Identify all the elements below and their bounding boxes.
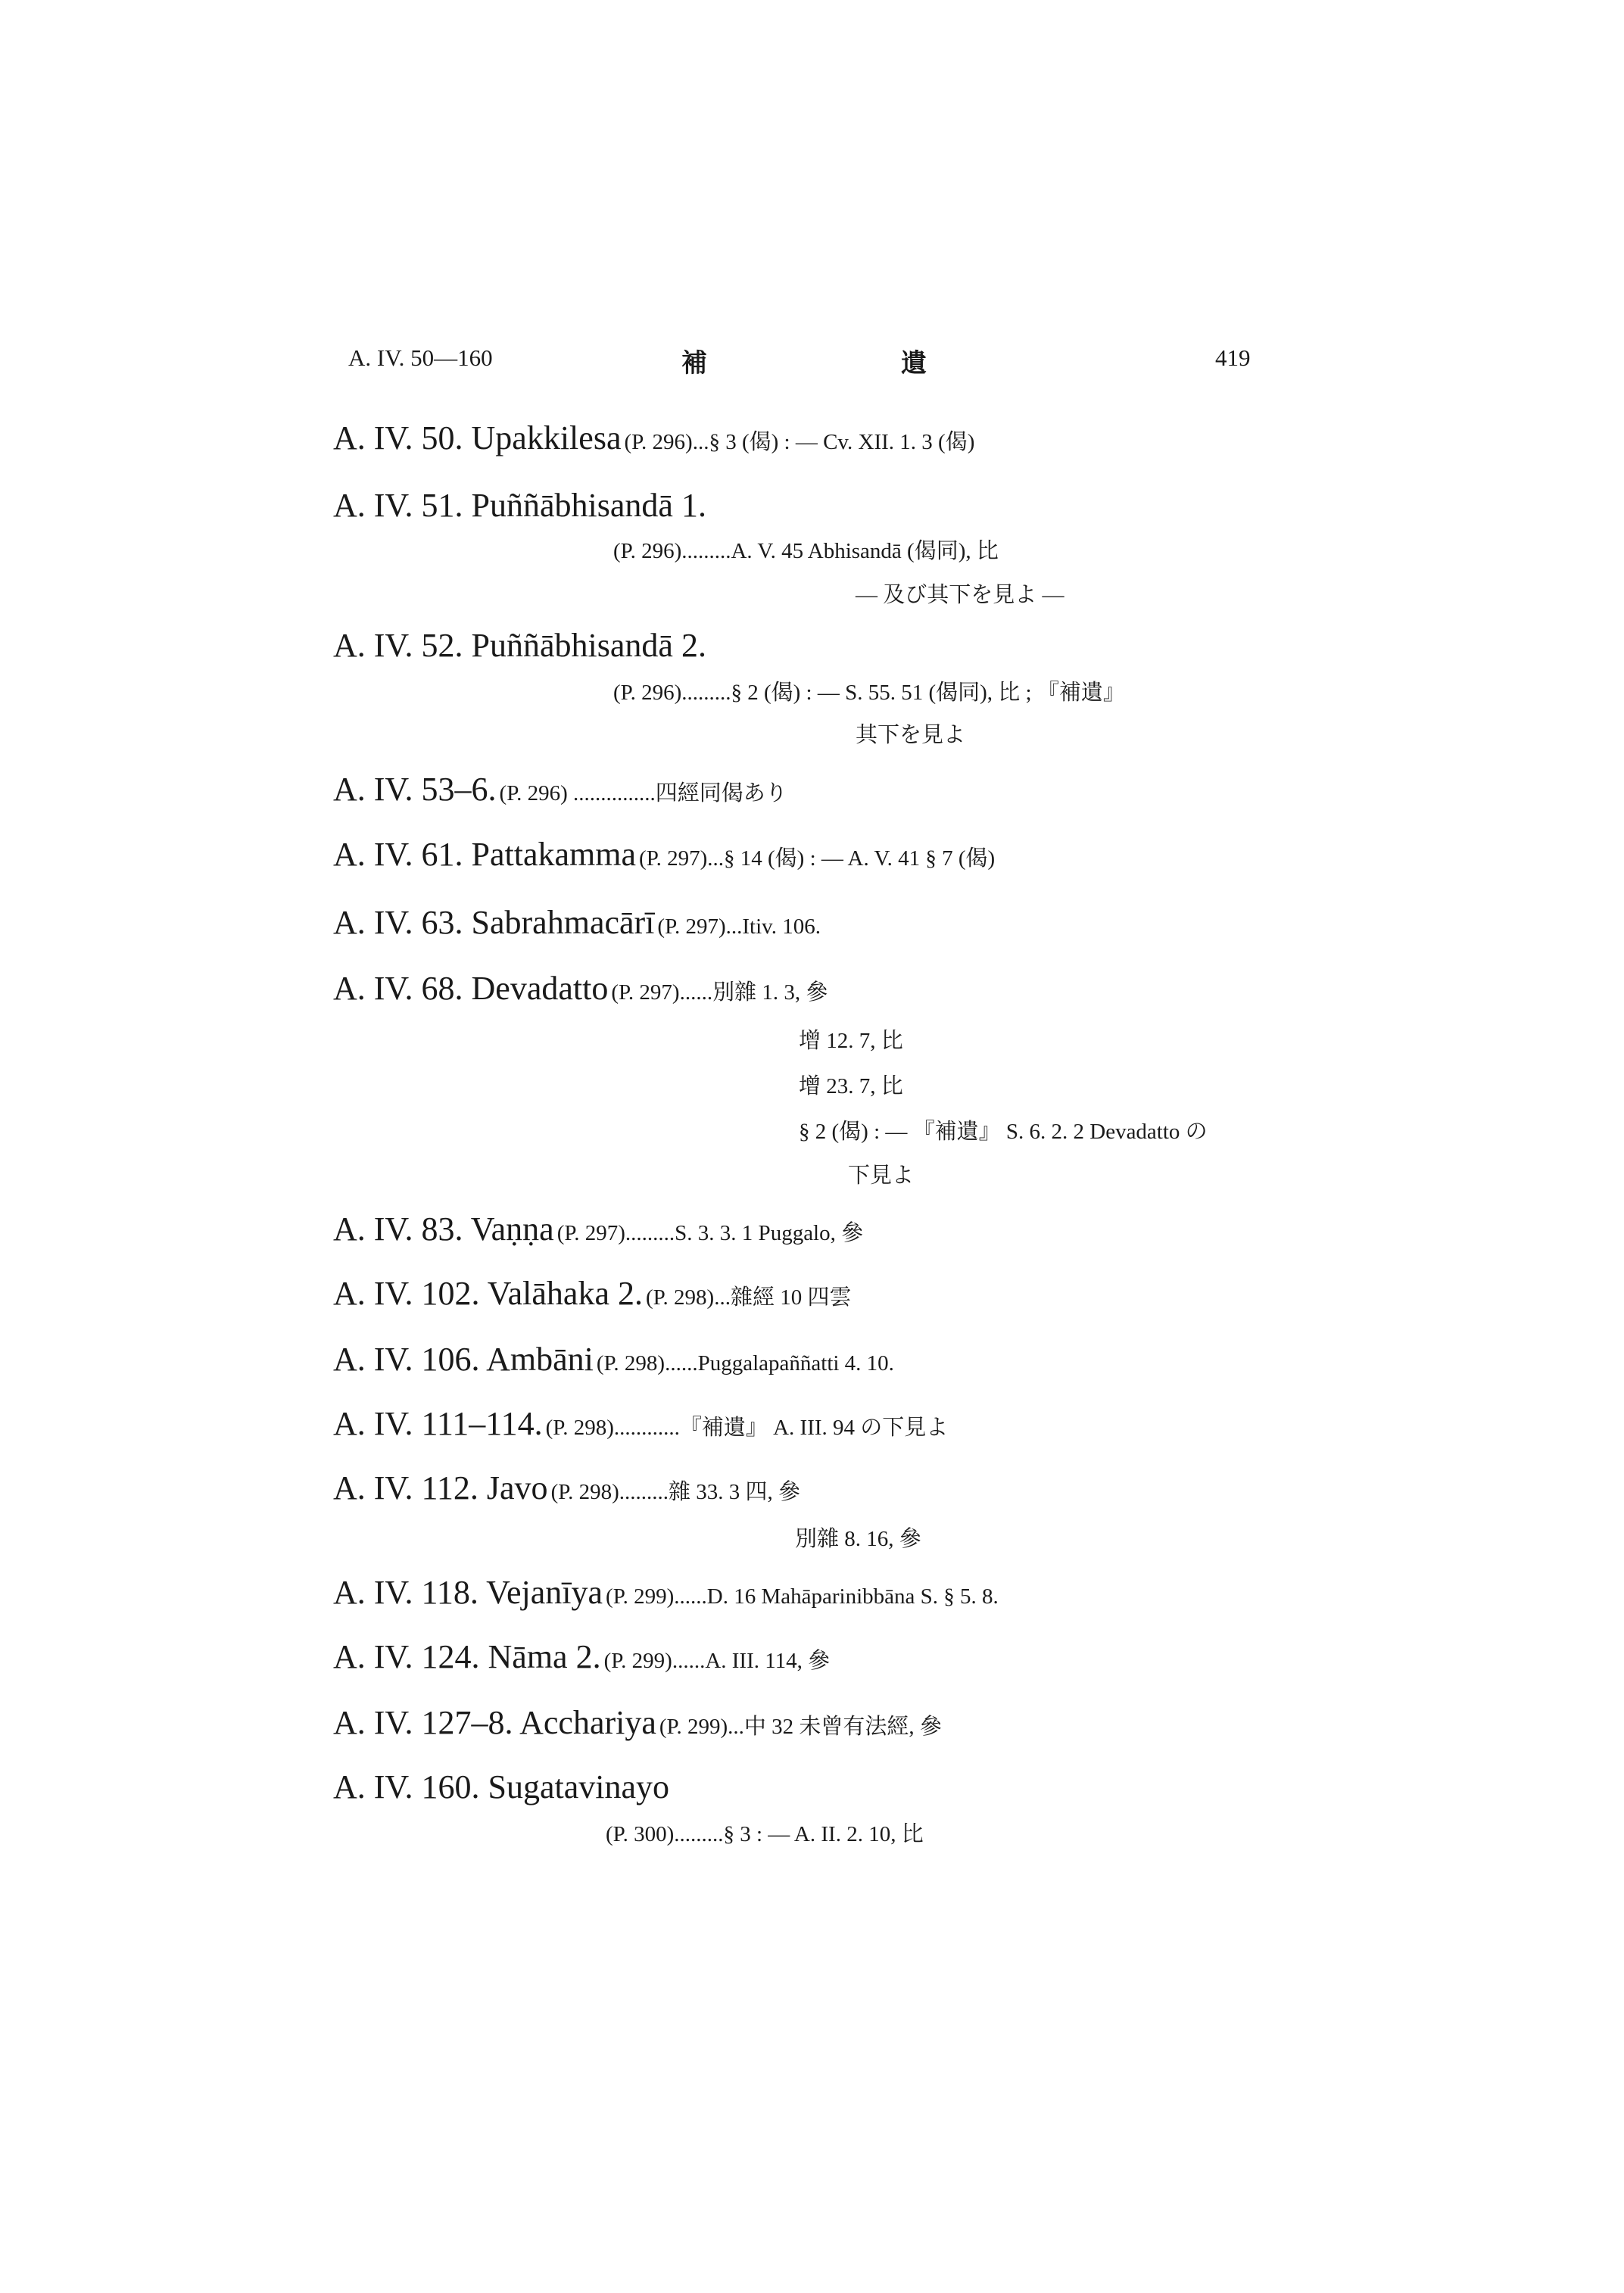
entry-ref: (P. 297)......別雜 1. 3, 參 [611, 980, 828, 1005]
list-item [333, 1404, 948, 1443]
entry-main: A. IV. 52. Puññābhisandā 2. [333, 627, 706, 664]
entry-continuation: 下見よ [848, 1164, 915, 1188]
entry-main: A. IV. 127–8. Acchariya [333, 1704, 656, 1741]
list-item [333, 835, 995, 874]
entry-continuation: 增 12. 7, 比 [799, 1029, 903, 1053]
list-item [333, 1210, 863, 1248]
entry-continuation: § 2 (偈) : — 『補遺』 S. 6. 2. 2 Devadatto の [799, 1120, 1208, 1144]
list-item [333, 1340, 894, 1379]
entry-continuation: — 及び其下を見よ — [856, 583, 1064, 607]
entry-continuation: 別雜 8. 16, 參 [795, 1527, 921, 1551]
entry-main: A. IV. 111–114. [333, 1405, 543, 1442]
list-item [333, 1703, 942, 1742]
list-item [333, 1274, 851, 1313]
entry-main: A. IV. 53–6. [333, 771, 497, 808]
list-item [333, 1573, 999, 1612]
entry-main: A. IV. 118. Vejanīya [333, 1574, 603, 1611]
header-range: A. IV. 50—160 [348, 344, 493, 371]
list-item [333, 770, 787, 808]
entry-ref: (P. 298)...雜經 10 四雲 [645, 1285, 852, 1310]
entry-main: A. IV. 83. Vaṇṇa [333, 1210, 554, 1248]
entry-main: A. IV. 50. Upakkilesa [333, 419, 622, 456]
entry-main: A. IV. 51. Puññābhisandā 1. [333, 487, 706, 524]
entry-ref: (P. 299)......D. 16 Mahāparinibbāna S. § 5. 8. [606, 1584, 999, 1609]
entry-ref: (P. 296) ...............四經同偈あり [499, 781, 787, 805]
entry-main: A. IV. 160. Sugatavinayo [333, 1768, 670, 1805]
entry-main: A. IV. 63. Sabrahmacārī [333, 904, 655, 941]
entry-main: A. IV. 102. Valāhaka 2. [333, 1275, 643, 1312]
entry-ref: (P. 298)......Puggalapaññatti 4. 10. [596, 1351, 894, 1375]
entry-main: A. IV. 61. Pattakamma [333, 836, 637, 873]
entry-main: A. IV. 112. Javo [333, 1469, 548, 1506]
entry-ref: (P. 298)............『補遺』 A. III. 94 の下見よ [545, 1416, 949, 1440]
entry-main: A. IV. 124. Nāma 2. [333, 1638, 601, 1675]
entry-ref: (P. 296)...§ 3 (偈) : — Cv. XII. 1. 3 (偈) [624, 430, 975, 454]
entry-continuation: 其下を見よ [856, 723, 966, 747]
entry-continuation: (P. 296).........A. V. 45 Abhisandā (偈同), 比 [613, 539, 999, 563]
entry-ref: (P. 298).........雜 33. 3 四, 參 [550, 1480, 801, 1504]
entry-continuation: (P. 300).........§ 3 : — A. II. 2. 10, 比 [606, 1822, 924, 1846]
header-title-2: 遺 [901, 350, 927, 378]
header-title-1: 補 [681, 350, 707, 378]
entry-ref: (P. 297)...§ 14 (偈) : — A. V. 41 § 7 (偈) [639, 846, 996, 871]
entry-continuation: 增 23. 7, 比 [799, 1074, 903, 1098]
entry-main: A. IV. 68. Devadatto [333, 970, 609, 1007]
entry-ref: (P. 299)...中 32 未曾有法經, 參 [659, 1715, 942, 1739]
page-number: 419 [1215, 344, 1251, 371]
list-item [333, 1469, 800, 1507]
entry-main: A. IV. 106. Ambāni [333, 1341, 594, 1378]
entry-ref: (P. 297).........S. 3. 3. 1 Puggalo, 參 [556, 1221, 864, 1245]
entry-ref: (P. 299)......A. III. 114, 參 [603, 1649, 831, 1673]
list-item [333, 1637, 830, 1676]
entry-continuation: (P. 296).........§ 2 (偈) : — S. 55. 51 (偈同), 比 ; 『補遺』 [613, 681, 1125, 705]
list-item [333, 419, 974, 457]
list-item [333, 903, 821, 942]
list-item [333, 969, 828, 1008]
entry-ref: (P. 297)...Itiv. 106. [657, 914, 821, 939]
